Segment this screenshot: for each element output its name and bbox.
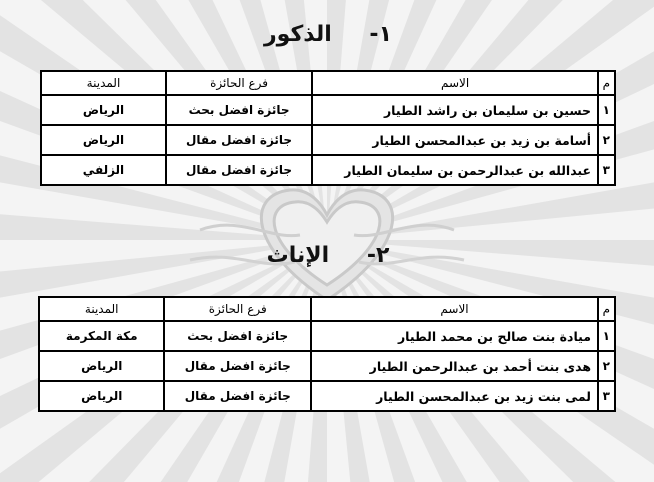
row-branch: جائزة افضل مقال <box>164 381 311 411</box>
females-table <box>38 296 616 412</box>
row-branch: جائزة افضل مقال <box>164 351 311 381</box>
row-index: ١ <box>598 95 615 125</box>
table-row <box>39 381 615 411</box>
table-header-row <box>39 297 615 321</box>
row-index: ٣ <box>598 155 615 185</box>
row-index: ٣ <box>598 381 615 411</box>
header-branch: فرع الحائزة <box>164 297 311 321</box>
row-name: حسين بن سليمان بن راشد الطيار <box>312 95 598 125</box>
row-name: لمى بنت زيد بن عبدالمحسن الطيار <box>311 381 598 411</box>
header-city: المدينة <box>39 297 164 321</box>
males-heading-title: الذكور <box>263 22 332 47</box>
row-branch: جائزة افضل بحث <box>166 95 312 125</box>
row-index: ٢ <box>598 351 615 381</box>
row-branch: جائزة افضل بحث <box>164 321 311 351</box>
header-index: م <box>598 71 615 95</box>
males-section-heading <box>258 22 398 47</box>
row-city: الزلفي <box>41 155 166 185</box>
header-city: المدينة <box>41 71 166 95</box>
females-heading-number: ٢- <box>366 243 390 268</box>
table-row <box>39 321 615 351</box>
header-branch: فرع الحائزة <box>166 71 312 95</box>
table-row <box>39 351 615 381</box>
table-row <box>41 125 615 155</box>
row-city: الرياض <box>41 125 166 155</box>
header-index: م <box>598 297 615 321</box>
header-name: الاسم <box>312 71 598 95</box>
row-name: هدى بنت أحمد بن عبدالرحمن الطيار <box>311 351 598 381</box>
row-branch: جائزة افضل مقال <box>166 125 312 155</box>
row-branch: جائزة افضل مقال <box>166 155 312 185</box>
row-city: الرياض <box>39 381 164 411</box>
females-heading-title: الإناث <box>266 243 330 268</box>
row-city: الرياض <box>41 95 166 125</box>
row-city: مكة المكرمة <box>39 321 164 351</box>
row-city: الرياض <box>39 351 164 381</box>
row-index: ٢ <box>598 125 615 155</box>
table-header-row <box>41 71 615 95</box>
table-row <box>41 155 615 185</box>
males-table <box>40 70 616 186</box>
row-name: ميادة بنت صالح بن محمد الطيار <box>311 321 598 351</box>
row-name: أسامة بن زيد بن عبدالمحسن الطيار <box>312 125 598 155</box>
females-section-heading <box>258 243 398 268</box>
row-index: ١ <box>598 321 615 351</box>
males-heading-number: ١- <box>369 22 392 47</box>
table-row <box>41 95 615 125</box>
header-name: الاسم <box>311 297 598 321</box>
row-name: عبدالله بن عبدالرحمن بن سليمان الطيار <box>312 155 598 185</box>
